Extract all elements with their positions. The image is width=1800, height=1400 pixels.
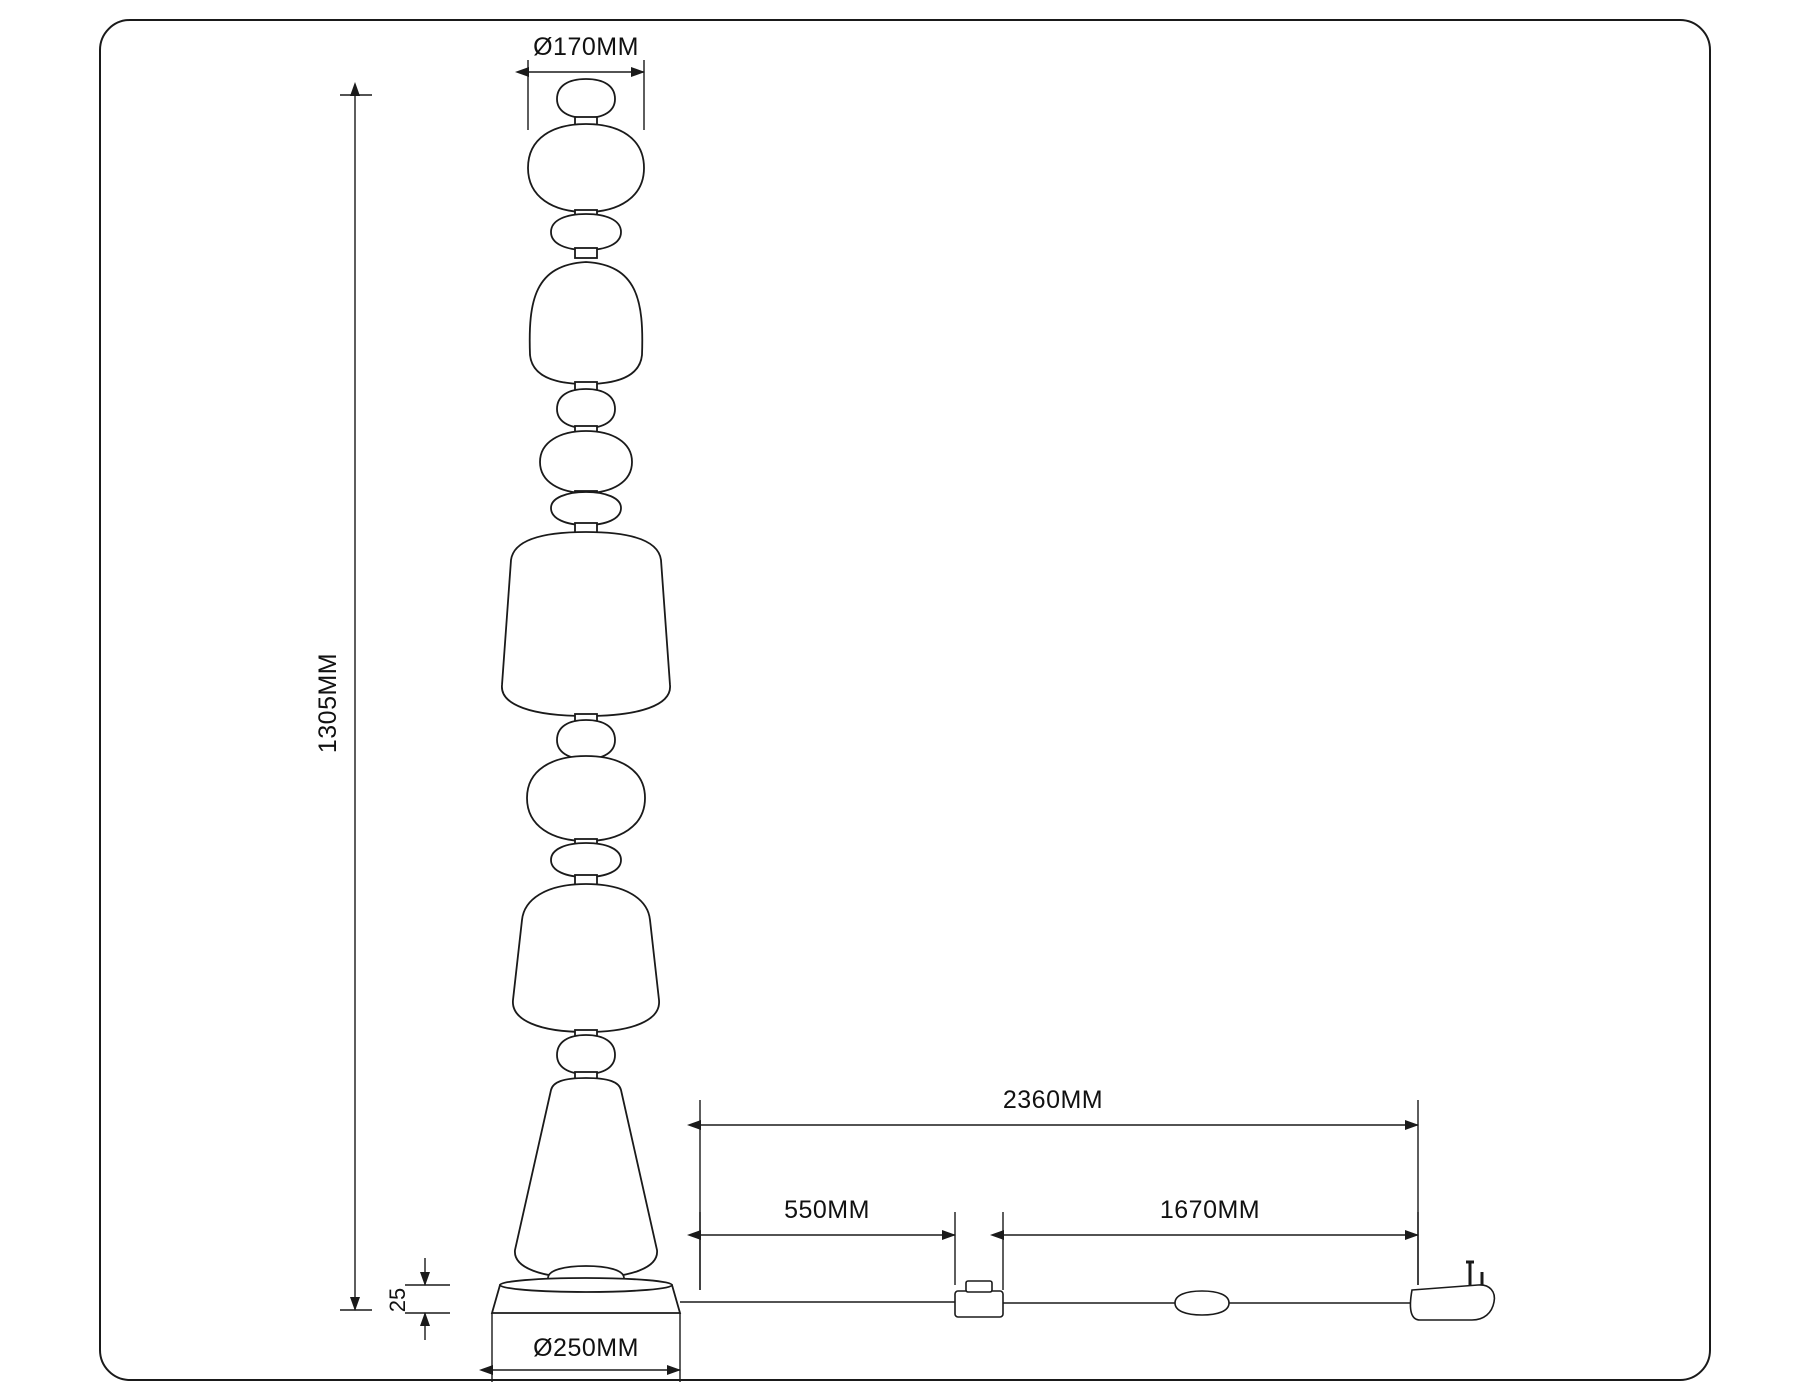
lamp-segment-lens-3 <box>551 492 621 525</box>
cord-switch-button <box>966 1281 992 1292</box>
dimension-label-base-thickness: 25 <box>385 1287 410 1313</box>
lamp-segment-bell-2 <box>513 884 659 1032</box>
lamp-segment-bead-1 <box>528 124 644 212</box>
lamp-joint-3 <box>575 248 597 258</box>
lamp-segment-bead-3 <box>527 756 645 841</box>
lamp-segment-lens-1 <box>551 214 621 250</box>
dimension-label-cord-to-switch: 550MM <box>784 1196 870 1224</box>
lamp-segment-lens-6 <box>557 1035 615 1074</box>
lamp-segment-lens-5 <box>551 843 621 877</box>
lamp-segment-bead-2 <box>540 431 632 493</box>
dimension-label-top-diameter: Ø170MM <box>533 33 639 61</box>
lamp-base-disc-top-edge <box>500 1278 672 1292</box>
dimension-label-base-diameter: Ø250MM <box>533 1334 639 1362</box>
cord-switch-body <box>955 1291 1003 1317</box>
lamp-segment-cap <box>557 79 615 118</box>
cord-inline-barrel <box>1175 1291 1229 1315</box>
plug-body <box>1410 1285 1494 1320</box>
lamp-segment-lens-2 <box>557 389 615 428</box>
dimension-label-total-cord-length: 2360MM <box>1002 1086 1104 1114</box>
lamp-segment-bell-1 <box>530 262 643 384</box>
lamp-segment-lens-4 <box>557 720 615 759</box>
lamp-segment-tapered-large <box>502 532 670 716</box>
dimension-label-total-height: 1305MM <box>314 652 342 754</box>
dimension-label-switch-to-plug: 1670MM <box>1159 1196 1261 1224</box>
